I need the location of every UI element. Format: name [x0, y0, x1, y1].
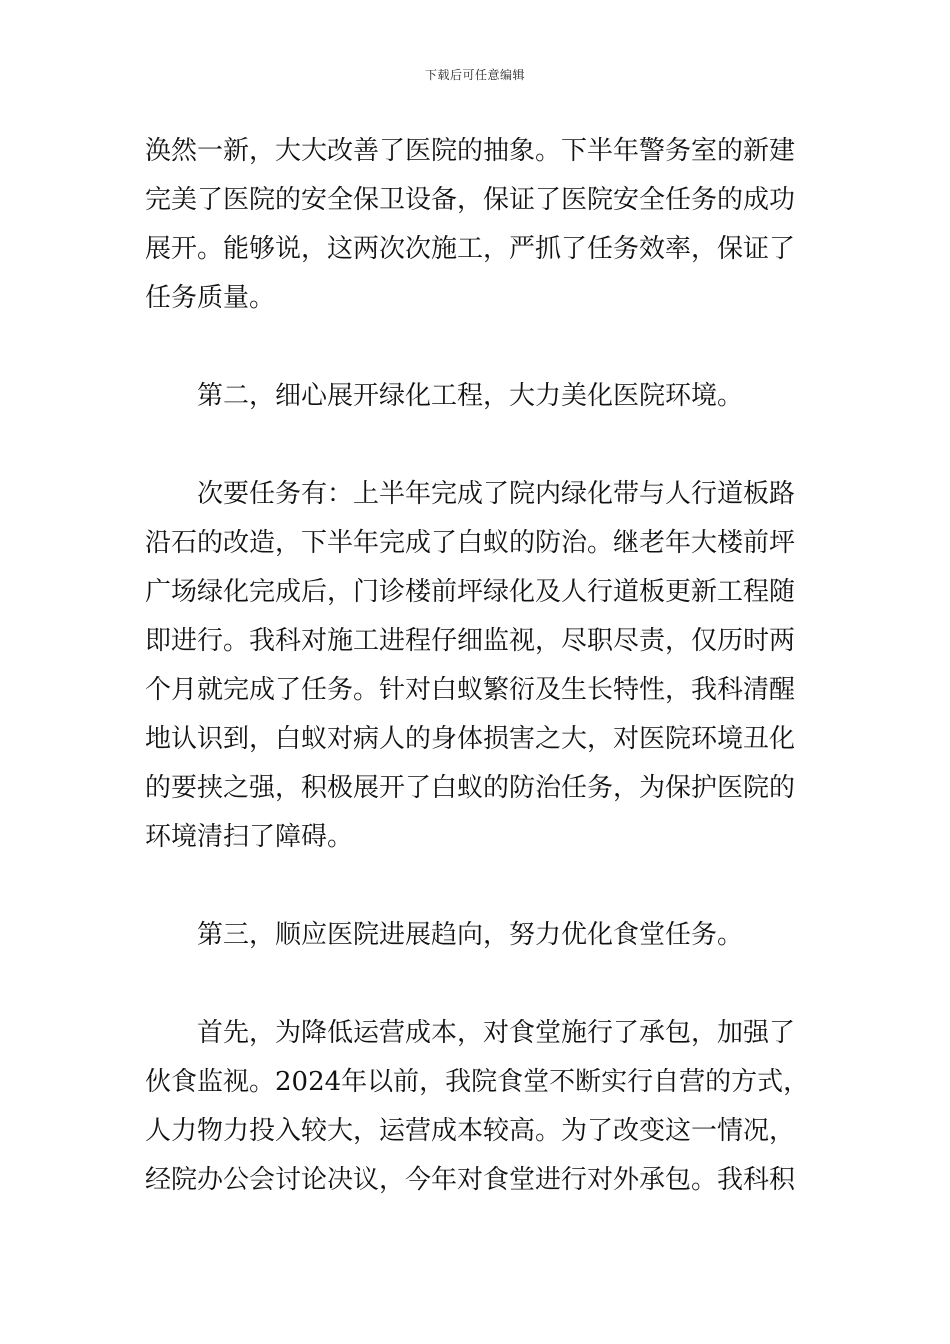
- document-body: [145, 127, 810, 1205]
- paragraph-gap: [145, 323, 810, 372]
- paragraph-gap: [145, 862, 810, 911]
- text-line: 广场绿化完成后，门诊楼前坪绿化及人行道板更新工程随: [145, 577, 796, 607]
- paragraph-first-line: 首先，为降低运营成本，对食堂施行了承包，加强了: [197, 1018, 796, 1048]
- text-line: 沿石的改造，下半年完成了白蚁的防治。继老年大楼前坪: [145, 528, 796, 558]
- text-line: 人力物力投入较大，运营成本较高。为了改变这一情况，: [145, 1116, 796, 1146]
- paragraph-gap: [145, 960, 810, 1009]
- page-header-note: 下载后可任意编辑: [424, 68, 525, 82]
- text-line: 伙食监视。2024年以前，我院食堂不断实行自营的方式，: [145, 1067, 810, 1097]
- paragraph-gap: [145, 421, 810, 470]
- text-line: 完美了医院的安全保卫设备，保证了医院安全任务的成功: [145, 185, 796, 215]
- text-line: 的要挟之强，积极展开了白蚁的防治任务，为保护医院的: [145, 773, 796, 803]
- text-line: 个月就完成了任务。针对白蚁繁衍及生长特性，我科清醒: [145, 675, 796, 705]
- text-line: 经院办公会讨论决议，今年对食堂进行对外承包。我科积: [145, 1165, 796, 1195]
- text-line: 地认识到，白蚁对病人的身体损害之大，对医院环境丑化: [145, 724, 796, 754]
- text-line: 涣然一新，大大改善了医院的抽象。下半年警务室的新建: [145, 136, 796, 166]
- paragraph-first-line: 次要任务有：上半年完成了院内绿化带与人行道板路: [197, 479, 796, 509]
- text-line: 环境清扫了障碍。: [145, 822, 354, 852]
- paragraph-first-line: 第二，细心展开绿化工程，大力美化医院环境。: [197, 381, 744, 411]
- paragraph-first-line: 第三，顺应医院进展趋向，努力优化食堂任务。: [197, 920, 744, 950]
- text-line: 即进行。我科对施工进程仔细监视，尽职尽责，仅历时两: [145, 626, 796, 656]
- text-line: 任务质量。: [145, 283, 276, 313]
- text-line: 展开。能够说，这两次次施工，严抓了任务效率，保证了: [145, 234, 796, 264]
